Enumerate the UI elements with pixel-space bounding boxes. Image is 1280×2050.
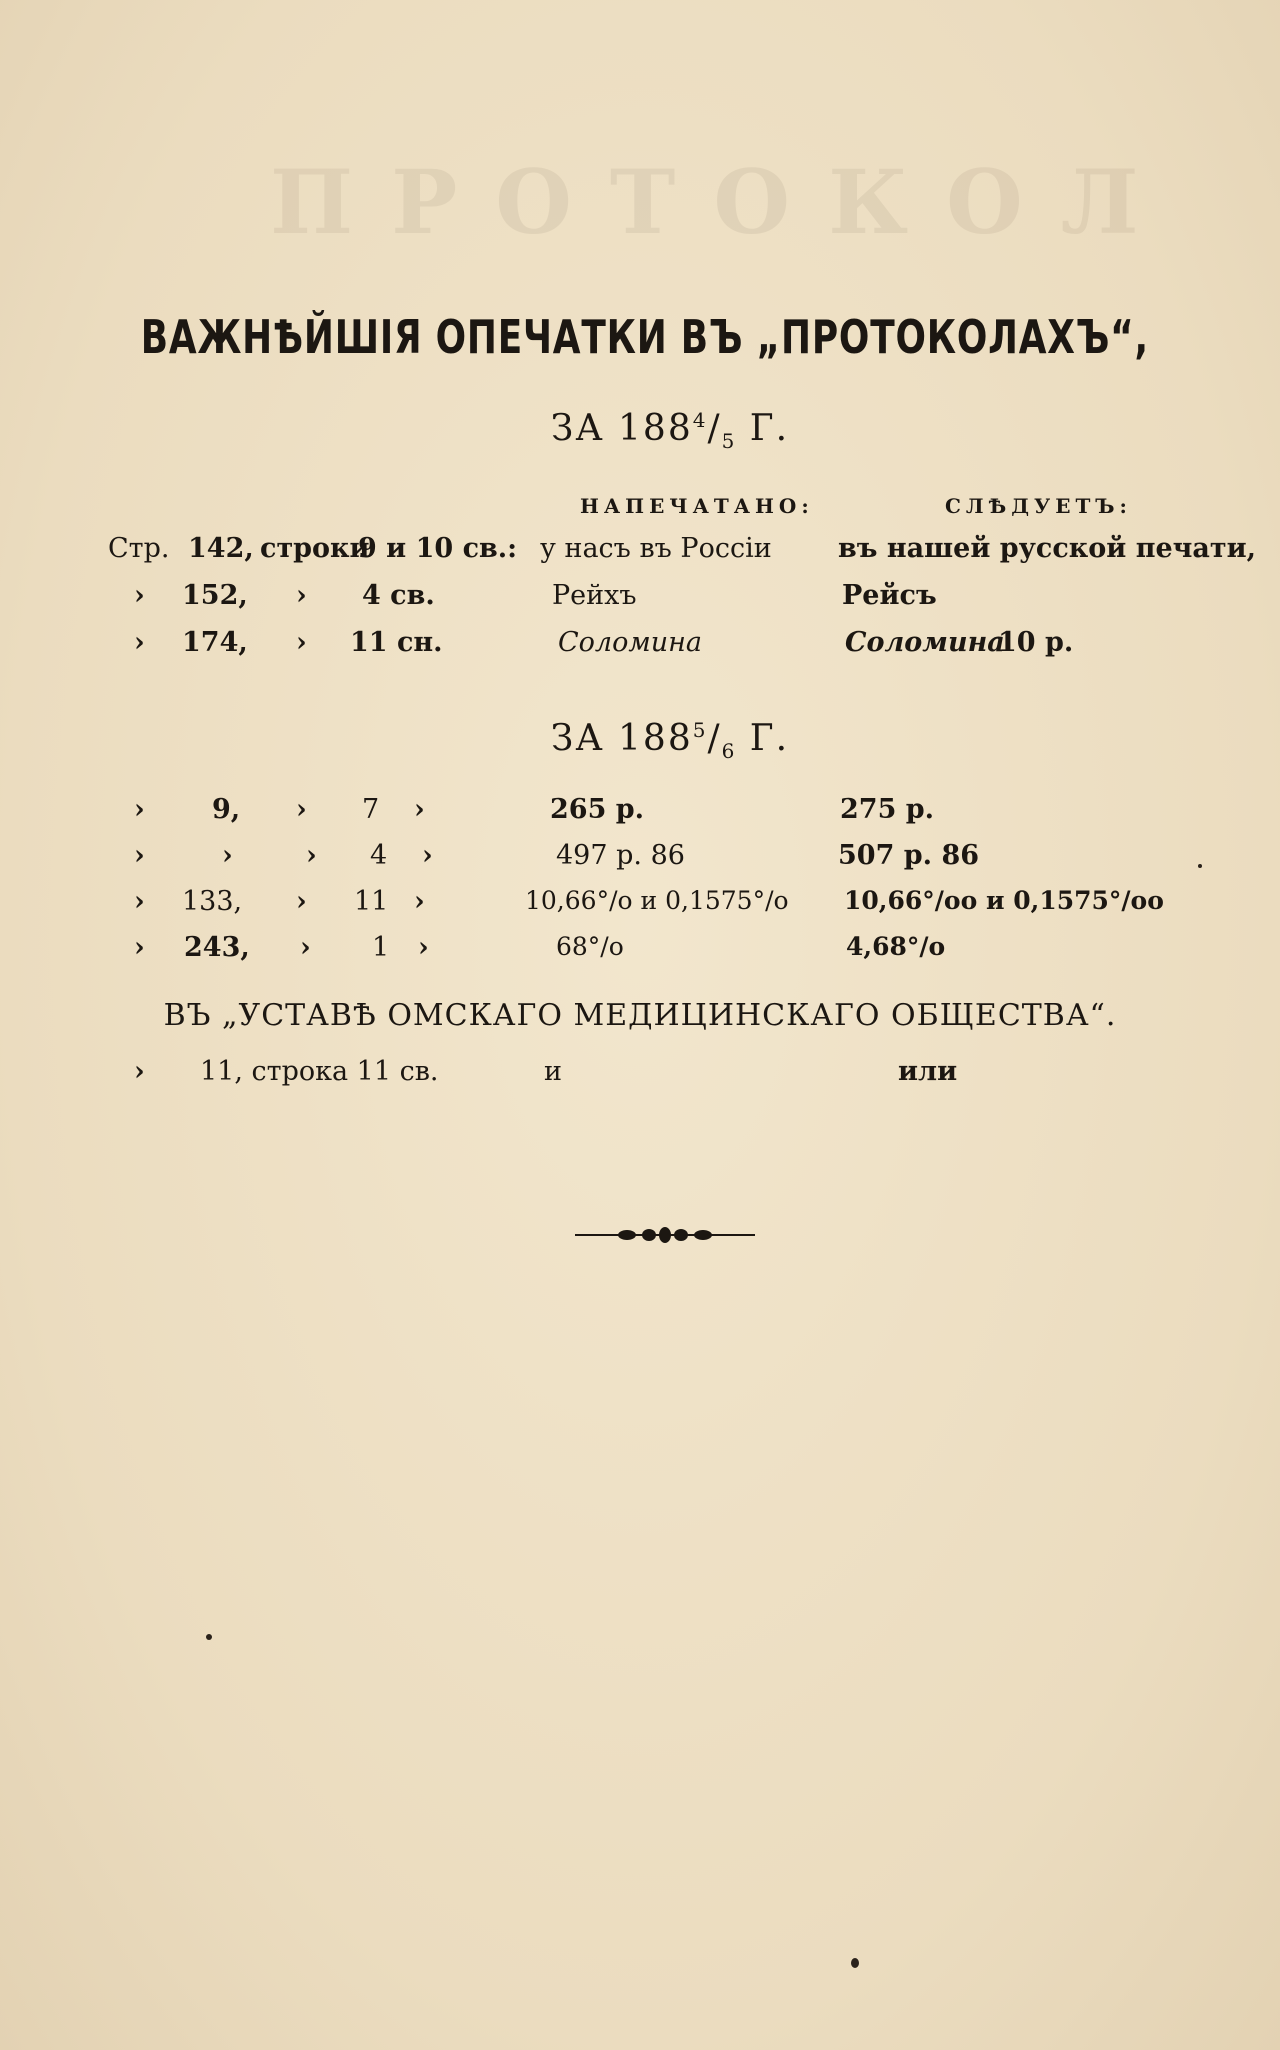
row-should-be: Рейсъ	[842, 580, 937, 611]
row-line: 7	[362, 794, 380, 825]
row-line: 4 св.	[362, 580, 435, 611]
row-should-be: 4,68°/о	[846, 932, 946, 961]
row-page: 9,	[212, 794, 241, 825]
row-line-word: ›	[296, 794, 307, 825]
row-page: 11, строка 11 св.	[200, 1056, 439, 1087]
row-mark: ›	[134, 1056, 145, 1087]
row-line: 11	[354, 886, 389, 917]
row-mark: ›	[134, 932, 145, 963]
row-line-word: ›	[306, 840, 317, 871]
column-header-should-be: СЛѢДУЕТЪ:	[945, 494, 1132, 518]
page-title: ВАЖНѢЙШІЯ ОПЕЧАТКИ ВЪ „ПРОТОКОЛАХЪ“,	[140, 310, 1149, 364]
row-should-be: въ нашей русской печати,	[838, 533, 1257, 564]
column-header-printed: НАПЕЧАТАНО:	[580, 494, 814, 518]
row-should-be: 275 р.	[840, 794, 935, 825]
row-mark: ›	[134, 794, 145, 825]
row-printed: 497 р. 86	[556, 840, 685, 871]
row-mark: ›	[134, 580, 145, 611]
show-through-ghost-text: ПРОТОКОЛ	[270, 150, 1177, 254]
row-page: ›	[222, 840, 233, 871]
row-tail-mark: ›	[422, 840, 433, 871]
row-should-be: или	[898, 1056, 958, 1087]
row-line: 4	[370, 840, 388, 871]
row-line-word: ›	[300, 932, 311, 963]
row-printed: Рейхъ	[552, 580, 637, 611]
row-mark: ›	[134, 627, 145, 658]
row-should-be: Соломина	[845, 627, 1005, 658]
row-printed: и	[544, 1056, 562, 1087]
row-printed: 10,66°/о и 0,1575°/о	[525, 886, 789, 915]
row-printed: 265 р.	[550, 794, 645, 825]
ustav-heading: ВЪ „УСТАВѢ ОМСКАГО МЕДИЦИНСКАГО ОБЩЕСТВА“.	[163, 998, 1117, 1033]
row-page: 133,	[182, 886, 243, 917]
row-line-word: ›	[296, 886, 307, 917]
paper-speck	[1198, 864, 1202, 868]
row-tail-mark: ›	[414, 886, 425, 917]
row-should-be: 507 р. 86	[838, 840, 980, 871]
row-mark: ›	[134, 840, 145, 871]
row-line-word: ›	[296, 580, 307, 611]
row-page: 152,	[182, 580, 248, 611]
section-heading-1885: ЗА $188^5/_6$ Г.	[550, 718, 790, 764]
row-printed: Соломина	[558, 627, 703, 658]
row-line: 9 и 10 св.:	[358, 533, 518, 564]
row-line: 1	[372, 932, 390, 963]
row-should-be-extra: 10 р.	[998, 627, 1074, 658]
paper-speck	[206, 1634, 212, 1640]
row-tail-mark: ›	[418, 932, 429, 963]
row-page: 142,	[188, 533, 254, 564]
row-printed: у насъ въ Россіи	[540, 533, 772, 564]
decorative-ornament	[575, 1222, 755, 1248]
row-mark: Стр.	[108, 533, 170, 564]
row-line: 11 сн.	[350, 627, 443, 658]
row-line-word: ›	[296, 627, 307, 658]
row-printed: 68°/о	[556, 932, 624, 961]
paper-speck	[851, 1958, 859, 1968]
row-page: 174,	[182, 627, 248, 658]
row-tail-mark: ›	[414, 794, 425, 825]
row-mark: ›	[134, 886, 145, 917]
row-page: 243,	[184, 932, 250, 963]
section-heading-1884: ЗА $188^4/_5$ Г.	[550, 408, 790, 454]
row-line-word: строки	[260, 533, 370, 564]
row-should-be: 10,66°/оо и 0,1575°/оо	[844, 886, 1164, 915]
